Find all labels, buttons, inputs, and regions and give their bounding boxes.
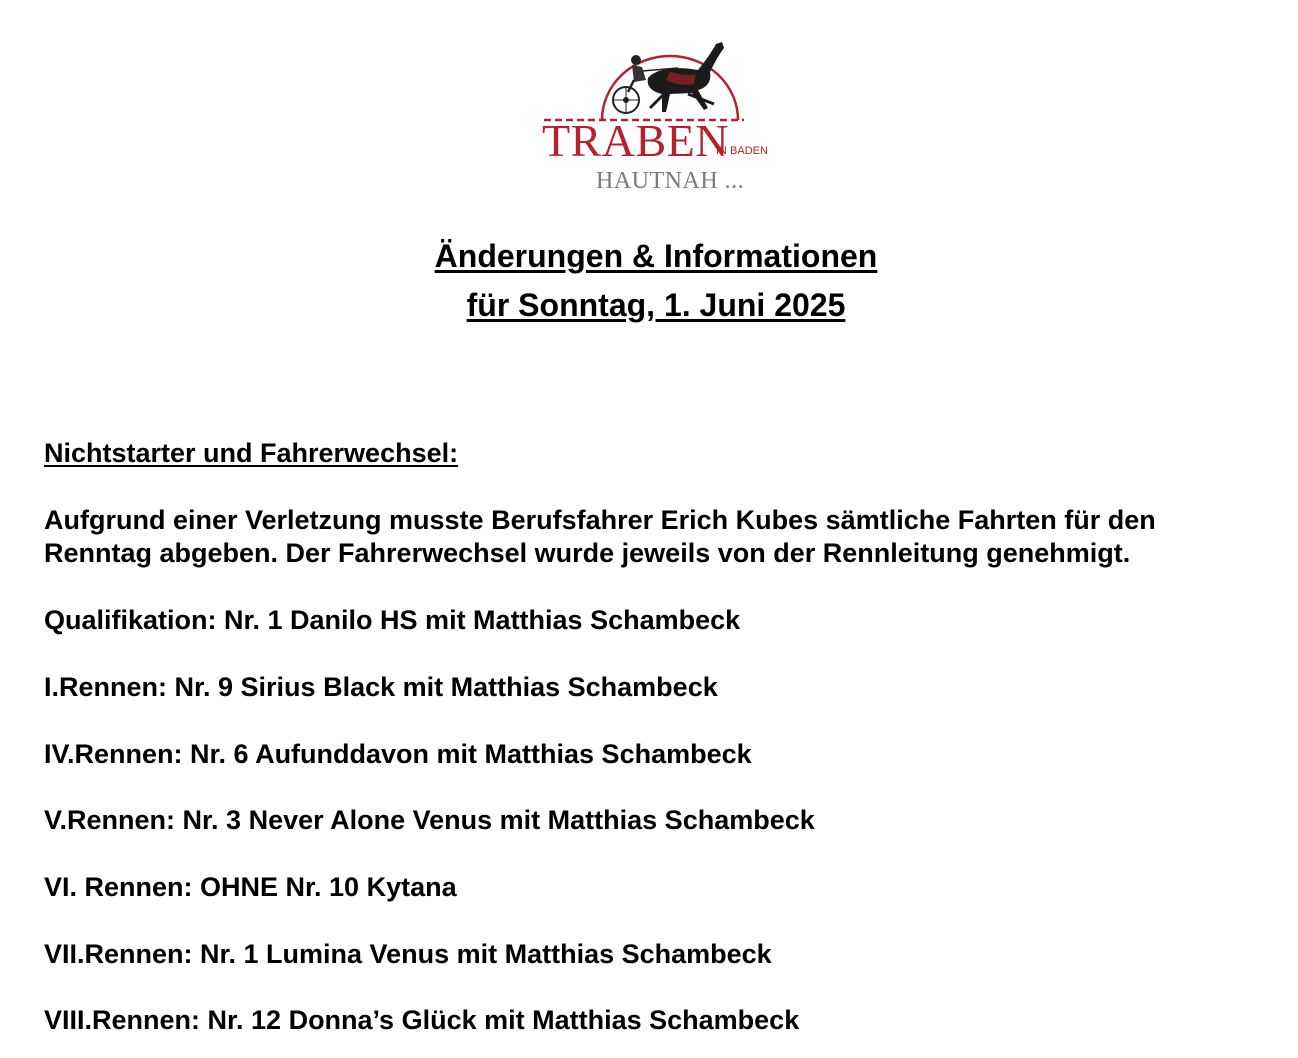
sulky-wheel-icon	[613, 87, 639, 113]
list-item: VIII.Rennen: Nr. 12 Donna’s Glück mit Matthias Schambeck	[44, 1005, 800, 1035]
list-item: Qualifikation: Nr. 1 Danilo HS mit Matthias Schambeck	[44, 605, 741, 635]
intro-line-1: Aufgrund einer Verletzung musste Berufsfahrer Erich Kubes sämtliche Fahrten für den	[44, 505, 1156, 535]
logo-brand: TRABEN	[542, 115, 729, 166]
horse-icon	[648, 42, 724, 112]
logo-brand-suffix: IN BADEN	[716, 145, 768, 157]
intro-line-2: Renntag abgeben. Der Fahrerwechsel wurde jeweils von der Rennleitung genehmigt.	[44, 538, 1131, 568]
list-item: I.Rennen: Nr. 9 Sirius Black mit Matthias Schambeck	[44, 672, 718, 702]
section-heading: Nichtstarter und Fahrerwechsel:	[44, 438, 459, 468]
logo-tagline: HAUTNAH ...	[596, 168, 745, 194]
page-title: Änderungen & Informationen	[434, 238, 878, 274]
list-item: IV.Rennen: Nr. 6 Aufunddavon mit Matthias Schambeck	[44, 739, 752, 769]
page-subtitle-date: für Sonntag, 1. Juni 2025	[466, 287, 846, 323]
list-item: V.Rennen: Nr. 3 Never Alone Venus mit Matthias Schambeck	[44, 805, 815, 835]
logo	[538, 38, 778, 198]
list-item: VI. Rennen: OHNE Nr. 10 Kytana	[44, 872, 457, 902]
list-item: VII.Rennen: Nr. 1 Lumina Venus mit Matthias Schambeck	[44, 939, 772, 969]
